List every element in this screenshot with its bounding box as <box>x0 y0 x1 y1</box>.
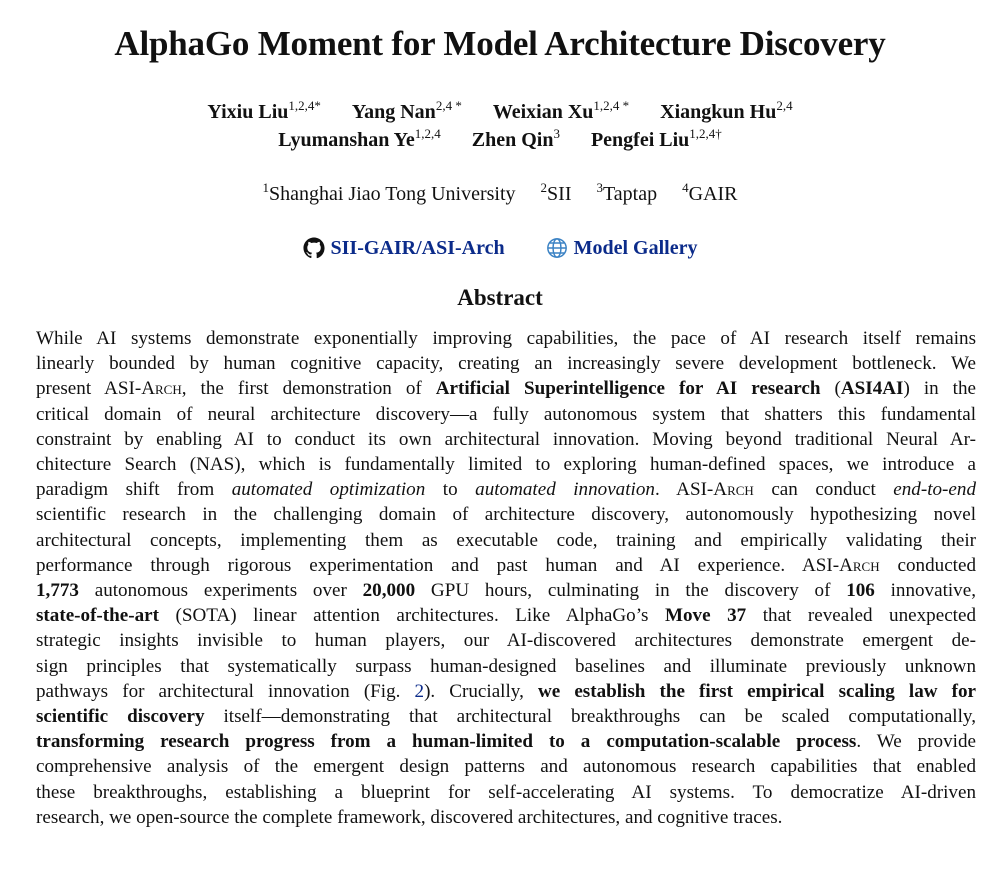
abstract-line: transforming research progress from a human-limited to a computation-scalable process. We provide <box>36 731 976 753</box>
author-1 <box>207 100 320 124</box>
author-affil-marker: 3 <box>553 126 560 141</box>
abstract-line: present ASI-Arch, the first demonstration of Artificial Superintelligence for AI research (ASI4AI) in the <box>36 378 976 400</box>
abstract-line: performance through rigorous experimentation and past human and AI experience. ASI-Arch conducted <box>36 554 976 576</box>
model-gallery-label: Model Gallery <box>573 237 698 259</box>
author-name: Yixiu Liu <box>207 101 289 123</box>
figure-2-reference-link[interactable]: 2 <box>414 680 425 702</box>
affiliations <box>0 182 1000 206</box>
author-2 <box>352 100 462 124</box>
abstract-heading: Abstract <box>457 285 543 310</box>
affiliation-2 <box>541 182 572 206</box>
paper-title: AlphaGo Moment for Model Architecture Discovery <box>114 24 886 63</box>
affiliation-number: 3 <box>596 180 603 195</box>
abstract-line: comprehensive analysis of the emergent design patterns and autonomous research capabilities that enabled <box>36 756 976 778</box>
abstract-line: linearly bounded by human cognitive capacity, creating an increasingly severe development bottleneck. We <box>36 353 976 375</box>
author-3 <box>493 100 629 124</box>
abstract-line: critical domain of neural architecture discovery—a fully autonomous system that shatters this fundamental <box>36 403 976 425</box>
model-gallery-link[interactable] <box>546 236 698 260</box>
author-4 <box>660 100 792 124</box>
affiliation-name: Taptap <box>602 183 658 205</box>
abstract-line: scientific research in the challenging domain of architecture discovery, autonomously hypothesizing novel <box>36 504 976 526</box>
affiliation-number: 4 <box>682 180 689 195</box>
author-affil-marker: 1,2,4 <box>414 126 441 141</box>
abstract-line: pathways for architectural innovation (Fig. 2). Crucially, we establish the first empirical scaling law for <box>36 680 976 702</box>
paper-links <box>0 236 1000 265</box>
abstract-line: strategic insights invisible to human players, our AI-discovered architectures demonstrate emergent de- <box>36 630 976 652</box>
affiliation-name: Shanghai Jiao Tong University <box>268 183 516 205</box>
abstract-line: constraint by enabling AI to conduct its own architectural innovation. Moving beyond traditional Neural Ar- <box>36 428 976 450</box>
author-affil-marker: 1,2,4† <box>689 126 722 141</box>
author-affil-marker: 1,2,4* <box>288 98 321 113</box>
abstract-body <box>36 326 976 830</box>
abstract-line: sign principles that systematically surpass human-designed baselines and illuminate previously unknown <box>36 655 976 677</box>
github-repo-label: SII-GAIR/ASI-Arch <box>330 237 505 259</box>
author-name: Xiangkun Hu <box>660 101 777 123</box>
affiliation-4 <box>682 182 737 206</box>
abstract-line: these breakthroughs, establishing a blueprint for self-accelerating AI systems. To democratize AI-driven <box>36 781 976 803</box>
abstract-line: chitecture Search (NAS), which is fundamentally limited to exploring human-defined spaces, we introduce a <box>36 454 976 476</box>
author-name: Yang Nan <box>351 101 436 123</box>
abstract-line: architectural concepts, implementing them as executable code, training and empirically validating their <box>36 529 976 551</box>
affiliation-number: 1 <box>262 180 269 195</box>
affiliation-name: GAIR <box>688 183 738 205</box>
author-name: Pengfei Liu <box>590 129 690 151</box>
affiliation-1 <box>262 182 515 206</box>
author-6 <box>472 128 560 152</box>
affiliation-name: SII <box>547 183 572 205</box>
github-repo-link[interactable] <box>303 236 505 260</box>
affiliation-number: 2 <box>540 180 548 195</box>
affiliation-3 <box>596 182 657 206</box>
author-name: Weixian Xu <box>492 101 594 123</box>
abstract-line: paradigm shift from automated optimization to automated innovation. ASI-Arch can conduct end-to-end <box>36 479 976 501</box>
globe-icon <box>546 237 568 259</box>
author-affil-marker: 1,2,4 * <box>593 98 630 113</box>
author-name: Lyumanshan Ye <box>278 129 415 151</box>
author-row-1 <box>0 100 1000 124</box>
author-row-2 <box>0 128 1000 152</box>
author-7 <box>591 128 722 152</box>
abstract-line: While AI systems demonstrate exponentially improving capabilities, the pace of AI research itself remains <box>36 328 976 349</box>
github-icon <box>303 237 325 259</box>
author-affil-marker: 2,4 <box>776 98 793 113</box>
author-name: Zhen Qin <box>471 129 554 151</box>
abstract-line: 1,773 autonomous experiments over 20,000 GPU hours, culminating in the discovery of 106 innovative, <box>36 580 976 602</box>
abstract-line: state-of-the-art (SOTA) linear attention architectures. Like AlphaGo’s Move 37 that revealed unexpected <box>36 605 976 627</box>
author-5 <box>278 128 441 152</box>
abstract-line: scientific discovery itself—demonstrating that architectural breakthroughs can be scaled computationally, <box>36 706 976 728</box>
author-affil-marker: 2,4 * <box>435 98 462 113</box>
abstract-line: research, we open-source the complete framework, discovered architectures, and cognitive traces. <box>36 806 783 828</box>
